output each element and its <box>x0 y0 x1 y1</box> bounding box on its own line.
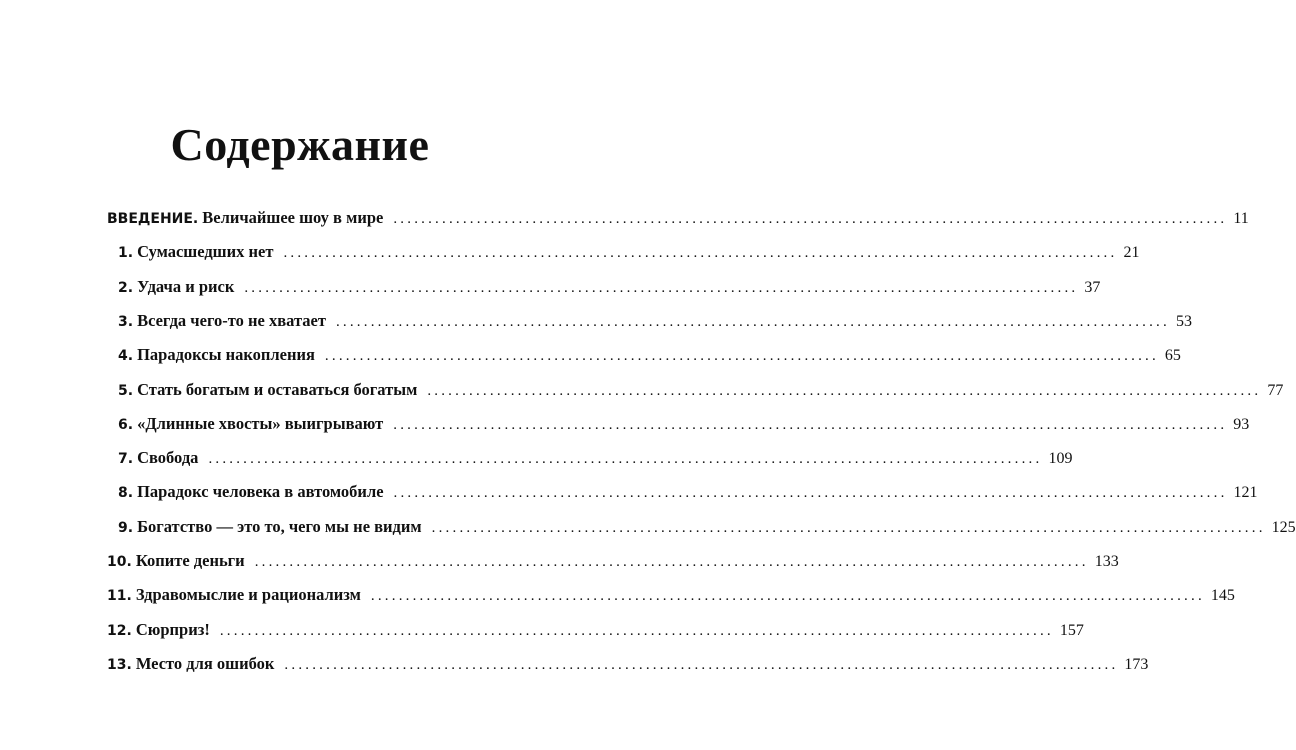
dot-leader: ........................................................................................................................ <box>335 313 1170 330</box>
dot-leader: ........................................................................................................................ <box>254 554 1089 570</box>
toc-entry[interactable] <box>107 653 1149 678</box>
dot-leader: ........................................................................................................................ <box>393 416 1228 433</box>
page-number: 173 <box>1124 655 1149 673</box>
page-number: 77 <box>1267 381 1284 399</box>
page-number: 53 <box>1175 312 1192 330</box>
chapter-number: 1. <box>118 245 134 262</box>
toc-entry[interactable] <box>118 310 1192 335</box>
chapter-title: Удача и риск <box>137 276 235 296</box>
page-number: 37 <box>1084 278 1101 296</box>
page-number: 133 <box>1094 553 1119 570</box>
page-number: 109 <box>1048 450 1073 468</box>
chapter-title: Стать богатым и оставаться богатым <box>137 379 418 399</box>
chapter-title: Сюрприз! <box>135 619 210 639</box>
chapter-number: 3. <box>118 313 134 330</box>
toc-entry[interactable] <box>107 619 1084 644</box>
page-title: Содержание <box>170 119 430 170</box>
chapter-title: Копите деньги <box>135 551 245 570</box>
page-number: 21 <box>1123 244 1140 262</box>
toc-entry[interactable] <box>118 482 1258 506</box>
chapter-number: 10. <box>107 554 132 570</box>
chapter-number: 4. <box>118 348 134 365</box>
chapter-title: Место для ошибок <box>135 653 275 673</box>
page-number: 121 <box>1233 484 1258 502</box>
dot-leader: ........................................................................................................................ <box>324 348 1159 365</box>
dot-leader: ........................................................................................................................ <box>370 588 1205 605</box>
chapter-number: 8. <box>118 485 134 502</box>
toc-entry[interactable] <box>118 448 1073 472</box>
toc-entry[interactable] <box>107 585 1235 609</box>
toc-entry[interactable] <box>118 345 1181 369</box>
dot-leader: ........................................................................................................................ <box>283 245 1118 262</box>
chapter-number: 11. <box>107 588 132 605</box>
chapter-title: Всегда чего-то не хватает <box>137 310 326 330</box>
chapter-title: Парадокс человека в автомобиле <box>137 482 384 502</box>
page-number: 145 <box>1210 587 1235 605</box>
chapter-title: Здравомыслие и рационализм <box>135 585 361 605</box>
chapter-title: Величайшее шоу в мире <box>202 208 384 227</box>
chapter-title: Парадоксы накопления <box>137 345 315 365</box>
page-number: 93 <box>1233 415 1250 433</box>
dot-leader: ........................................................................................................................ <box>427 382 1262 399</box>
toc-entry[interactable] <box>118 242 1140 266</box>
chapter-number: 13. <box>107 656 132 673</box>
page-number: 11 <box>1233 210 1249 227</box>
chapter-number: 6. <box>118 416 134 433</box>
dot-leader: ........................................................................................................................ <box>284 656 1119 673</box>
chapter-title: Свобода <box>137 448 199 468</box>
chapter-number: 5. <box>118 382 134 399</box>
chapter-number: 7. <box>118 451 134 468</box>
chapter-title: Сумасшедших нет <box>137 242 274 262</box>
dot-leader: ........................................................................................................................ <box>393 485 1228 502</box>
toc-entry[interactable] <box>118 413 1250 438</box>
chapter-number: 12. <box>107 622 132 639</box>
dot-leader: ........................................................................................................................ <box>208 451 1043 468</box>
chapter-number: 2. <box>118 279 134 296</box>
toc-entry[interactable] <box>118 276 1101 301</box>
toc-entry[interactable] <box>118 516 1296 541</box>
dot-leader: ........................................................................................................................ <box>393 211 1228 227</box>
dot-leader: ........................................................................................................................ <box>244 279 1079 296</box>
toc-entry[interactable] <box>107 208 1249 232</box>
dot-leader: ........................................................................................................................ <box>431 519 1266 536</box>
chapter-title: Богатство — это то, чего мы не видим <box>137 516 422 536</box>
toc-entry[interactable] <box>118 379 1284 404</box>
dot-leader: ........................................................................................................................ <box>219 622 1054 639</box>
chapter-title: «Длинные хвосты» выигрывают <box>137 413 384 433</box>
chapter-number: ВВЕДЕНИЕ. <box>107 211 199 227</box>
page-number: 157 <box>1059 621 1084 639</box>
toc-entry[interactable] <box>107 551 1119 575</box>
chapter-number: 9. <box>118 519 134 536</box>
page-number: 125 <box>1271 518 1296 536</box>
page-number: 65 <box>1164 347 1181 365</box>
